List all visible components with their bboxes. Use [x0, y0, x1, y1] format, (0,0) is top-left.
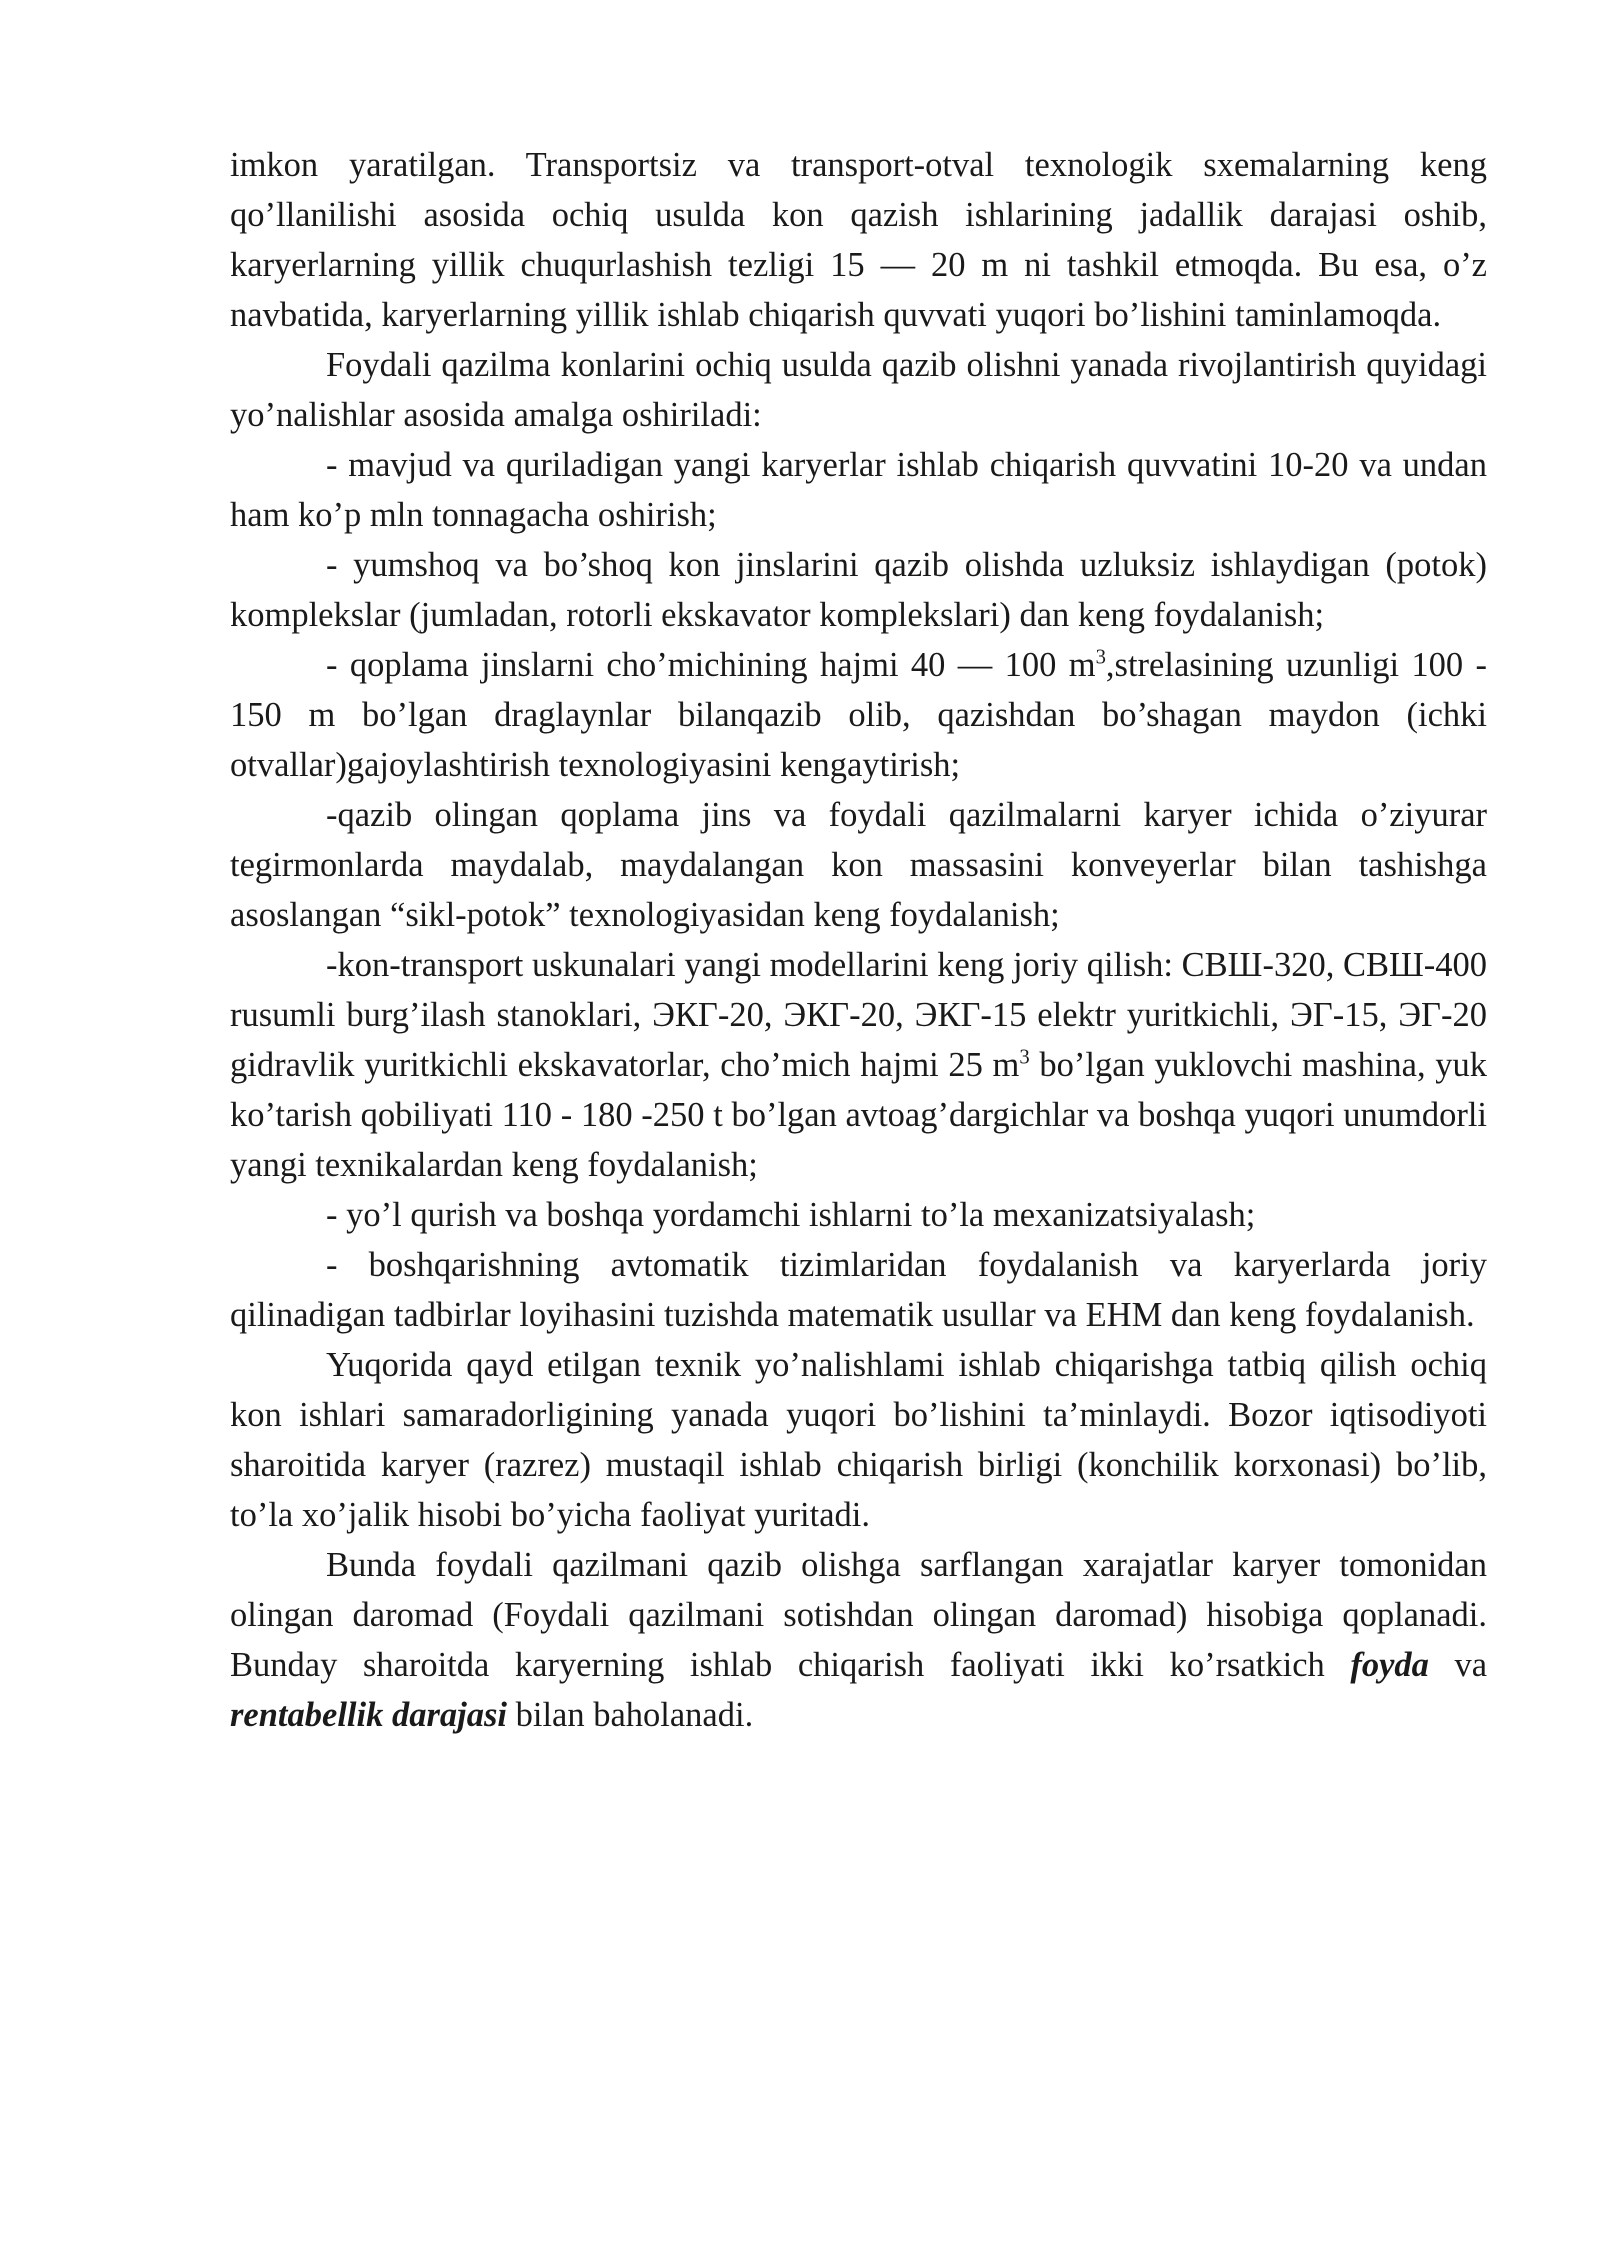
- list-item-equipment-text-b: bo’lgan yuklovchi mashina, yuk ko’tarish qobiliyati 110 - 180 -250 t bo’lgan avtoag’dargichlar va boshqa yuqori unumdorli yangi texnikalardan keng foydalanish;: [230, 1046, 1488, 1184]
- term-profitability-level: rentabellik darajasi: [230, 1696, 507, 1734]
- list-item-draglines-text-b: ,strelasining uzunligi 100 - 150 m bo’lgan draglaynlar bilanqazib olib, qazishdan bo’shagan maydon (ichki otvallar)gajoylashtirish texnologiyasini kengaytirish;: [230, 646, 1487, 784]
- list-item-capacity: - mavjud va quriladigan yangi karyerlar ishlab chiqarish quvvatini 10-20 va undan ham ko’p mln tonnagacha oshirish;: [230, 446, 1487, 534]
- paragraph-costs: [230, 1540, 1487, 1740]
- list-item-continuous-complexes: - yumshoq va bo’shoq kon jinslarini qazib olishda uzluksiz ishlaydigan (potok) komplekslar (jumladan, rotorli ekskavator komplekslari) dan keng foydalanish;: [230, 546, 1487, 634]
- paragraph-market-economy: Yuqorida qayd etilgan texnik yo’nalishlami ishlab chiqarishga tatbiq qilish ochiq kon ishlari samaradorligining yanada yuqori bo’lishini ta’minlaydi. Bozor iqtisodiyoti sharoitida karyer (razrez) mustaqil ishlab chiqarish birligi (konchilik korxonasi) bo’lib, to’la xo’jalik hisobi bo’yicha faoliyat yuritadi.: [230, 1346, 1487, 1534]
- list-item-road-mechanization: - yo’l qurish va boshqa yordamchi ishlarni to’la mexanizatsiyalash;: [326, 1196, 1256, 1234]
- paragraph-intro: imkon yaratilgan. Transportsiz va transport-otval texnologik sxemalarning keng qo’llanilishi asosida ochiq usulda kon qazish ishlarining jadallik darajasi oshib, karyerlarning yillik chuqurlashish tezligi 15 — 20 m ni tashkil etmoqda. Bu esa, o’z navbatida, karyerlarning yillik ishlab chiqarish quvvati yuqori bo’lishini taminlamoqda.: [230, 146, 1487, 334]
- paragraph-costs-text: Bunda foydali qazilmani qazib olishga sarflangan xarajatlar karyer tomonidan olingan daromad (Foydali qazilmani sotishdan olingan daromad) hisobiga qoplanadi. Bunday sharoitda karyerning ishlab chiqarish faoliyati ikki: [230, 1546, 1487, 1684]
- list-item-automation: - boshqarishning avtomatik tizimlaridan foydalanish va karyerlarda joriy qilinadigan tadbirlar loyihasini tuzishda matematik usullar va EHM dan keng foydalanish.: [230, 1246, 1487, 1334]
- list-item-draglines: [230, 640, 1487, 790]
- list-item-equipment-text-a: -kon-transport uskunalari yangi modellarini keng joriy qilish: СВШ-320, СВШ-400 rusumli burg’ilash stanoklari, ЭКГ-20, ЭКГ-20, ЭКГ-15 elektr yuritkichli, ЭГ-15, ЭГ-20 gidravlik yuritkichli ekskavatorlar, cho’mich hajmi 25 m: [230, 946, 1488, 1084]
- paragraph-directions-heading: Foydali qazilma konlarini ochiq usulda qazib olishni yanada rivojlantirish quyidagi yo’nalishlar asosida amalga oshiriladi:: [230, 346, 1487, 434]
- paragraph-costs-tail-b: va: [1428, 1646, 1488, 1684]
- list-item-cycle-flow: -qazib olingan qoplama jins va foydali qazilmalarni karyer ichida o’ziyurar tegirmonlarda maydalab, maydalangan kon massasini konveyerlar bilan tashishga asoslangan “sikl-potok” texnologiyasidan keng foydalanish;: [230, 796, 1487, 934]
- list-item-draglines-text-a: - qoplama jinslarni cho’michining hajmi 40 — 100 m: [326, 646, 1096, 684]
- paragraph-costs-tail-a: ko’rsatkich: [1169, 1646, 1351, 1684]
- list-item-equipment: [230, 940, 1487, 1190]
- superscript-cube: 3: [1095, 646, 1106, 669]
- superscript-cube: 3: [1019, 1046, 1030, 1069]
- document-page: [230, 140, 1487, 1740]
- paragraph-costs-tail-c: bilan baholanadi.: [506, 1696, 754, 1734]
- term-profit: foyda: [1350, 1646, 1429, 1684]
